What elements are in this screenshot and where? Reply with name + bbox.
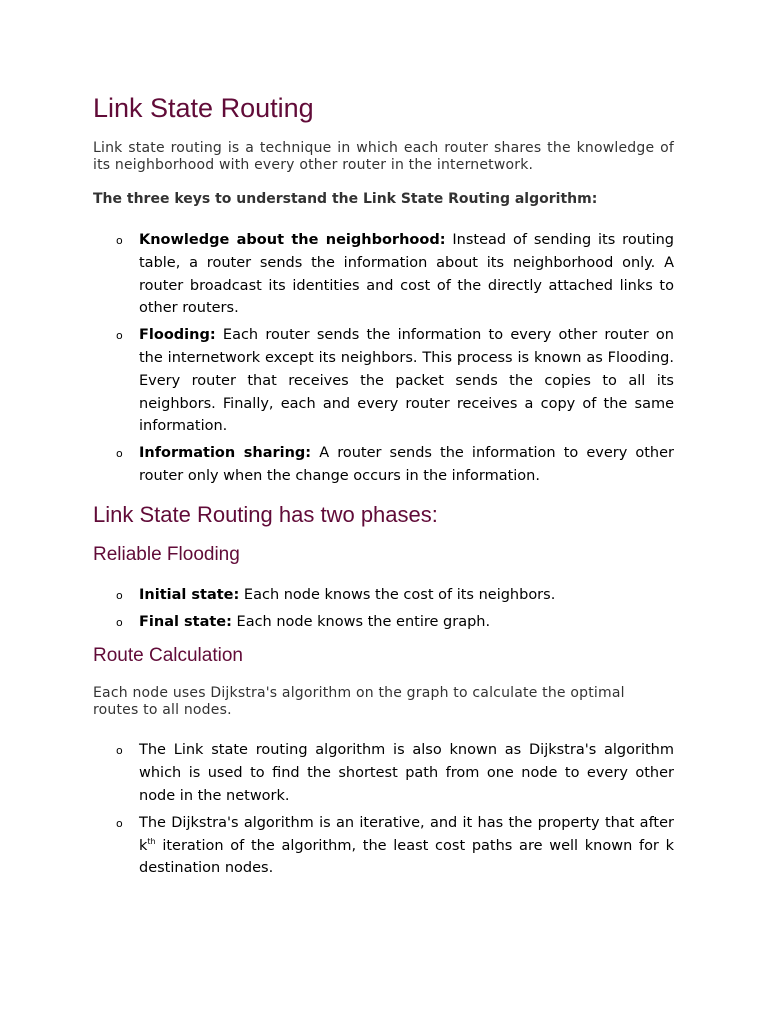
list-item-iterative xyxy=(93,812,674,880)
phases-heading: Link State Routing has two phases: xyxy=(93,501,438,527)
reliable-flooding-list xyxy=(93,584,674,634)
bullet-marker-icon: o xyxy=(116,588,123,602)
list-item-initial-state xyxy=(93,584,674,607)
superscript-th: th xyxy=(147,836,156,846)
list-item-term: Information sharing: xyxy=(139,445,312,462)
bullet-marker-icon: o xyxy=(116,329,123,343)
bullet-marker-icon: o xyxy=(116,744,123,758)
route-calculation-description: Each node uses Dijkstra's algorithm on the graph to calculate the optimal routes to all nodes. xyxy=(93,685,625,719)
list-item-text: Each node knows the cost of its neighbors. xyxy=(243,586,556,603)
page-title: Link State Routing xyxy=(93,93,314,123)
route-calculation-heading: Route Calculation xyxy=(93,645,243,667)
bullet-marker-icon: o xyxy=(116,816,123,830)
route-calculation-list xyxy=(93,739,674,880)
list-item-information-sharing xyxy=(93,442,674,488)
list-item-flooding xyxy=(93,324,674,438)
list-item-text: Each router sends the information to every other router on the internetwork except its neighbors. This process is known as Flooding. Every router that receives the packet sends the copies to all its neighbors. Finally, each and every router receives a copy of the same information. xyxy=(139,327,674,435)
intro-paragraph: Link state routing is a technique in which each router shares the knowledge of its neighborhood with every other router in the internetwork. xyxy=(93,140,674,173)
list-item-knowledge xyxy=(93,229,674,320)
list-item-term: Initial state: xyxy=(139,586,240,603)
reliable-flooding-heading: Reliable Flooding xyxy=(93,543,240,565)
keys-list xyxy=(93,229,674,488)
keys-heading: The three keys to understand the Link State Routing algorithm: xyxy=(93,191,598,207)
list-item-text: Each node knows the entire graph. xyxy=(236,613,491,630)
list-item-text-after: iteration of the algorithm, the least cost paths are well known for k destination nodes. xyxy=(139,837,674,877)
list-item-final-state xyxy=(93,611,674,634)
bullet-marker-icon: o xyxy=(116,447,123,461)
list-item-term: Knowledge about the neighborhood: xyxy=(139,232,446,248)
list-item-text: Instead of sending its routing table, a router sends the information about its neighborhood only. A router broadcast its identities and cost of the directly attached links to other routers. xyxy=(139,232,674,317)
list-item-term: Flooding: xyxy=(139,327,216,344)
list-item-text-before: The Dijkstra's algorithm is an iterative, and it has the property that after k xyxy=(139,814,674,854)
bullet-marker-icon: o xyxy=(116,615,123,629)
list-item-text: A router sends the information to every other router only when the change occurs in the information. xyxy=(139,445,675,484)
list-item-dijkstra xyxy=(93,739,674,807)
list-item-text: The Link state routing algorithm is also known as Dijkstra's algorithm which is used to find the shortest path from one node to every other node in the network. xyxy=(139,742,674,804)
list-item-term: Final state: xyxy=(139,613,232,630)
bullet-marker-icon: o xyxy=(116,234,123,247)
